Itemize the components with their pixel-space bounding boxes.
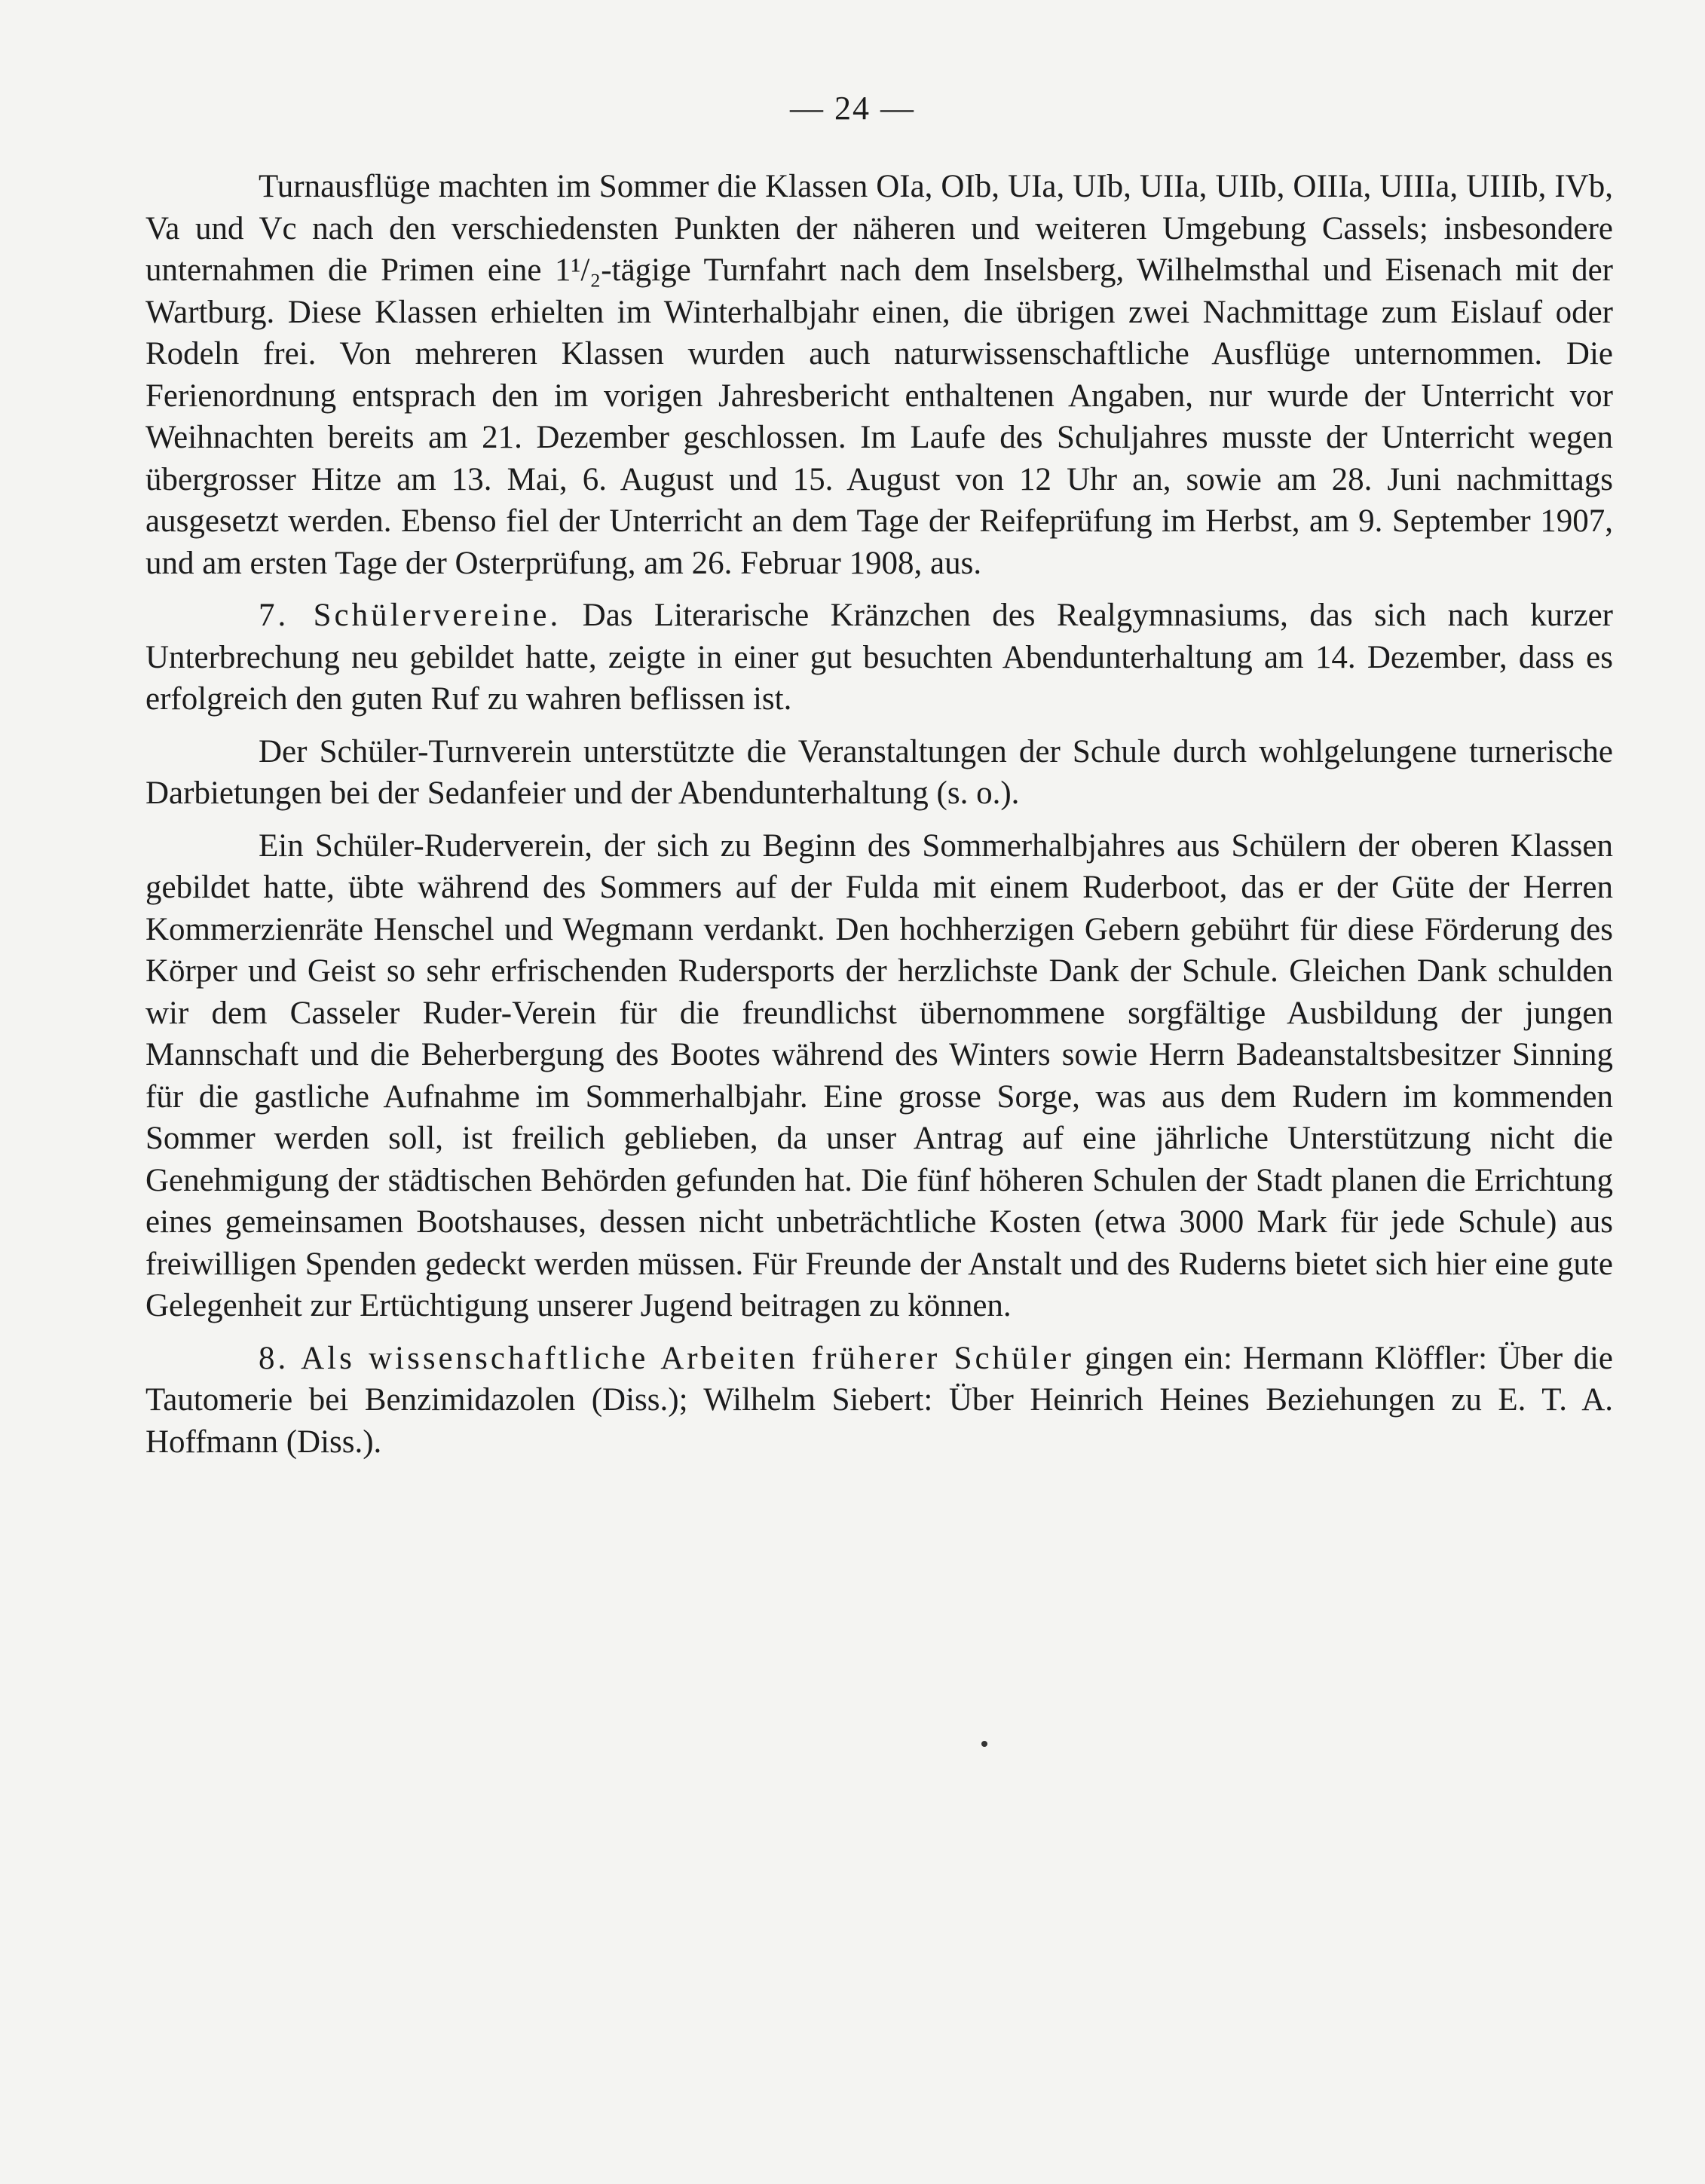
paragraph-text: Der Schüler-Turnverein unterstützte die Veranstaltungen der Schule durch wohlgelungene turnerische Darbietungen bei der Sedanfeier und der Abendunterhaltung (s. o.). <box>145 733 1613 811</box>
section-heading: 7. Schülervereine. <box>259 598 562 633</box>
paragraph-text: Turnausflüge machten im Sommer die Klassen OIa, OIb, UIa, UIb, UIIa, UIIb, OIIIa, UIIIa, UIIIb, IVb, Va und Vc nach den verschiedensten Punkten der näheren und weiteren Umgebung Cassels; insbesondere unternahmen die Primen eine 1¹/₂-tägige Turnfahrt nach dem Inselsberg, Wilhelmsthal und Eisenach mit der Wartburg. Diese Klassen erhielten im Winterhalbjahr einen, die übrigen zwei Nachmittage zum Eislauf oder Rodeln frei. Von mehreren Klassen wurden auch naturwissenschaftliche Ausflüge unternommen. Die Ferienordnung entsprach den im vorigen Jahresbericht enthaltenen Angaben, nur wurde der Unterricht vor Weihnachten bereits am 21. Dezember geschlossen. Im Laufe des Schuljahres musste der Unterricht wegen übergrosser Hitze am 13. Mai, 6. August und 15. August von 12 Uhr an, sowie am 28. Juni nachmittags ausgesetzt werden. Ebenso fiel der Unterricht an dem Tage der Reifeprüfung im Herbst, am 9. September 1907, und am ersten Tage der Osterprüfung, am 26. Februar 1908, aus. <box>145 169 1613 581</box>
ink-dot <box>981 1741 987 1747</box>
paragraph-text: Ein Schüler-Ruderverein, der sich zu Beginn des Sommerhalbjahres aus Schülern der oberen Klassen gebildet hatte, übte während des Sommers auf der Fulda mit einem Ruderboot, das er der Güte der Herren Kommerzienräte Henschel und Wegmann verdankt. Den hochherzigen Gebern gebührt für diese Förderung des Körper und Geist so sehr erfrischenden Rudersports der herzlichste Dank der Schule. Gleichen Dank schulden wir dem Casseler Ruder-Verein für die freundlichst übernommene sorgfältige Ausbildung der jungen Mannschaft und die Beherbergung des Bootes während des Winters sowie Herrn Badeanstaltsbesitzer Sinning für die gastliche Aufnahme im Sommerhalbjahr. Eine grosse Sorge, was aus dem Rudern im kommenden Sommer werden soll, ist freilich geblieben, da unser Antrag auf eine jährliche Unterstützung nicht die Genehmigung der städtischen Behörden gefunden hat. Die fünf höheren Schulen der Stadt planen die Errichtung eines gemeinsamen Bootshauses, dessen nicht unbeträchtliche Kosten (etwa 3000 Mark für jede Schule) aus freiwilligen Spenden gedeckt werden müssen. Für Freunde der Anstalt und des Ruderns bietet sich hier eine gute Gelegenheit zur Ertüchtigung unserer Jugend beitragen zu können. <box>145 827 1613 1323</box>
page-number: — 24 — <box>790 90 915 127</box>
paragraph-gymnastics-club <box>145 731 1613 815</box>
paragraph-text: gingen ein: Hermann Klöffler: Über die Tautomerie bei Benzimidazolen (Diss.); Wilhelm Siebert: Über Heinrich Heines Beziehungen zu E. T. A. Hoffmann (Diss.). <box>145 1340 1613 1460</box>
paragraph-text: Das Literarische Kränzchen des Realgymnasiums, das sich nach kurzer Unterbrechung neu gebildet hatte, zeigte in einer gut besuchten Abendunterhaltung am 14. Dezember, dass es erfolgreich den guten Ruf zu wahren beflissen ist. <box>145 598 1613 717</box>
page-body <box>145 166 1613 1463</box>
paragraph-rowing-club <box>145 825 1613 1327</box>
paragraph-scientific-works <box>145 1338 1613 1464</box>
paragraph-excursions <box>145 166 1613 584</box>
paragraph-student-clubs <box>145 595 1613 720</box>
section-heading: 8. Als wissenschaftliche Arbeiten früherer Schüler <box>259 1340 1074 1376</box>
